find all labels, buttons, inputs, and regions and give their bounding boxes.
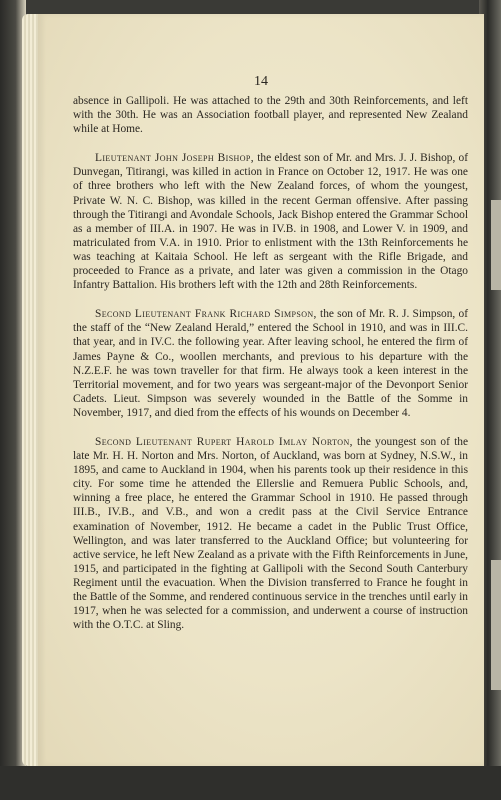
entry-norton — [73, 435, 468, 632]
entry-body: the eldest son of Mr. and Mrs. J. J. Bishop, of Dunvegan, Titirangi, was killed in action in France on October 12, 1917. He was one of three brothers who left with the New Zealand forces, of whom the youngest, Private W. N. C. Bishop, was killed in the recent German offensive. After passing through the Titirangi and Avondale Schools, Jack Bishop entered the Grammar School as a member of III.A. in 1907. He was in IV.B. in 1908, and Lower V. in 1909, and matriculated from V.A. in 1910. Prior to enlistment with the 13th Reinforcements he was teaching at Kaitaia School. He left as sergeant with the Rifle Brigade, and proceeded to France as a private, and later was given a commission in the Otago Infantry Battalion. His brothers left with the 12th and 28th Reinforcements. — [73, 152, 469, 292]
entry-body: the youngest son of the late Mr. H. H. Norton and Mrs. Norton, of Auckland, was born at Sydney, N.S.W., in 1895, and came to Auckland in 1904, when his parents took up their residence in this city. For some time he attended the Ellerslie and Remuera Public Schools, and, winning a free place, he entered the Grammar School in 1910. He passed through III.B., IV.B., and V.B., and won a credit pass at the Civil Service Entrance examination of November, 1912. He became a cadet in the Public Trust Office, Wellington, and was later transferred to the Auckland Office; but volunteering for active service, he left New Zealand as a private with the Fifth Reinforcements in June, 1915, and participated in the fighting at Gallipoli with the Second South Canterbury Regiment until the evacuation. When the Division transferred to France he fought in the Battle of the Somme, and rendered continuous service in the trenches until early in 1917, when he was selected for a commission, and underwent a course of instruction with the O.T.C. at Sling. — [73, 435, 468, 632]
scan-backdrop-bottom — [0, 766, 501, 800]
adjacent-page-photo-top — [491, 200, 501, 290]
entry-heading: Second Lieutenant Frank Richard Simpson, — [95, 308, 317, 321]
page-text — [73, 94, 468, 647]
paragraph-body: absence in Gallipoli. He was attached to the 29th and 30th Reinforcements, and left with the 30th. He was an Association football player, and represented New Zealand while at Home. — [73, 95, 468, 136]
adjacent-page-photo-bottom — [491, 560, 501, 690]
paragraph-continuation — [73, 94, 468, 136]
entry-heading: Second Lieutenant Rupert Harold Imlay Norton, — [95, 435, 353, 448]
entry-bishop — [73, 151, 468, 292]
entry-simpson — [73, 307, 468, 420]
entry-body: the son of Mr. R. J. Simpson, of the staff of the “New Zealand Herald,” entered the School in 1910, and was in III.C. that year, and in IV.C. the following year. After leaving school, he entered the firm of James Payne & Co., woollen merchants, and previous to his departure with the N.Z.E.F. he was town traveller for that firm. He always took a keen interest in the Territorial movement, and for two years was sergeant-major of the Devonport Senior Cadets. Lieut. Simpson was severely wounded in the Battle of the Somme in November, 1917, and died from the effects of his wounds on December 4. — [73, 308, 468, 419]
entry-heading: Lieutenant John Joseph Bishop, — [95, 152, 254, 165]
page-number: 14 — [254, 74, 268, 89]
